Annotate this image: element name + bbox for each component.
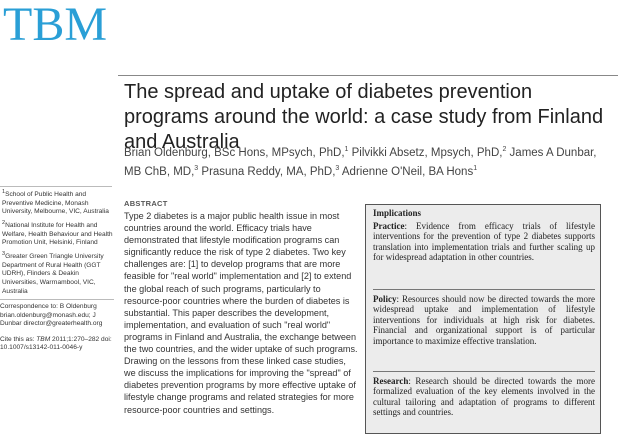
author-affiliation-mark: 1	[344, 146, 349, 153]
implications-box	[365, 204, 601, 434]
author: Pilvikki Absetz, Mpsych, PhD,	[348, 146, 503, 159]
implications-divider	[373, 289, 595, 290]
author: Brian Oldenburg, BSc Hons, MPsych, PhD,	[124, 146, 345, 159]
citation-journal: TBM	[36, 335, 51, 343]
practice-label: Practice	[373, 221, 405, 231]
citation	[0, 336, 114, 353]
affiliation-text: School of Public Health and Preventive Medicine, Monash University, Melbourne, VIC, Australia	[2, 191, 109, 216]
author-affiliation-mark: 3	[335, 164, 340, 172]
affiliation-text: Greater Green Triangle University Department of Rural Health (GGT UDRH), Flinders & Deakin Universities, Warrnambool, VIC, Australia	[2, 253, 104, 295]
citation-details: 2011;1:270–282 doi: 10.1007/s13142-011-0046-y	[0, 335, 112, 352]
policy-text: : Resources should now be directed towards the more widespread uptake and implementation of lifestyle interventions for individuals at high risk for diabetes. Financial and organizational support is of particular importance to maximize effective translation.	[373, 294, 595, 346]
implications-research	[373, 376, 595, 418]
author-list	[124, 142, 610, 180]
affiliation	[2, 219, 114, 248]
sidebar-divider	[0, 186, 112, 187]
implications-heading: Implications	[373, 208, 422, 218]
affiliation	[2, 188, 114, 217]
title-divider	[118, 75, 618, 76]
abstract-heading: ABSTRACT	[124, 199, 168, 208]
affiliation-mark: 2	[2, 219, 6, 226]
affiliation-text: National Institute for Health and Welfare, Health Behaviour and Health Promotion Unit, Helsinki, Finland	[2, 222, 113, 247]
correspondence: Correspondence to: B Oldenburg brian.oldenburg@monash.edu; J Dunbar director@greaterhealth.org	[0, 299, 114, 329]
affiliation	[2, 250, 114, 296]
research-text: : Research should be directed towards the more formalized evaluation of the key elements involved in the cultural tailoring and adaptation of programs to different settings and countries.	[373, 376, 595, 418]
journal-logo: TBM	[3, 0, 108, 51]
author-affiliation-mark: 1	[473, 164, 478, 172]
author: Prasuna Reddy, MA, PhD,	[198, 165, 336, 178]
author-affiliation-mark: 3	[194, 164, 199, 172]
affiliation-mark: 3	[2, 250, 6, 257]
implications-divider	[373, 371, 595, 372]
implications-practice	[373, 221, 595, 263]
practice-text: : Evidence from efficacy trials of lifestyle interventions for the prevention of type 2 diabetes supports translation into implementation trials and further scaling up for widespread adaptation in other countries.	[373, 221, 595, 263]
author: Adrienne O'Neil, BA Hons	[339, 165, 474, 178]
citation-prefix: Cite this as:	[0, 335, 37, 343]
implications-policy	[373, 294, 595, 346]
abstract-text: Type 2 diabetes is a major public health issue in most countries around the world. Efficacy trials have demonstrated that lifestyle modification programs can significantly reduce the risk of type 2 diabetes. Two key challenges are: [1] to develop programs that are more feasible for "real world" implementation and [2] to extend the global reach of such programs, particularly to resource-poor countries where the burden of diabetes is substantial. This paper describes the development, implementation, and evaluation of such "real world" programs in Finland and Australia, the exchange between the two countries, and the wider uptake of such programs. Drawing on the lessons from these linked case studies, we discuss the implications for improving the "spread" of diabetes prevention programs by more effective uptake of lifestyle change programs and related strategies for more resource-poor countries and settings.	[124, 211, 358, 415]
affiliation-mark: 1	[2, 189, 6, 195]
author-affiliation-mark: 2	[502, 146, 507, 153]
article-title: The spread and uptake of diabetes prevention programs around the world: a case study from Finland and Australia	[124, 81, 604, 153]
affiliations-sidebar	[0, 188, 114, 360]
author: James A Dunbar, MB ChB, MD,	[124, 146, 597, 178]
policy-label: Policy	[373, 294, 397, 304]
research-label: Research	[373, 376, 409, 386]
